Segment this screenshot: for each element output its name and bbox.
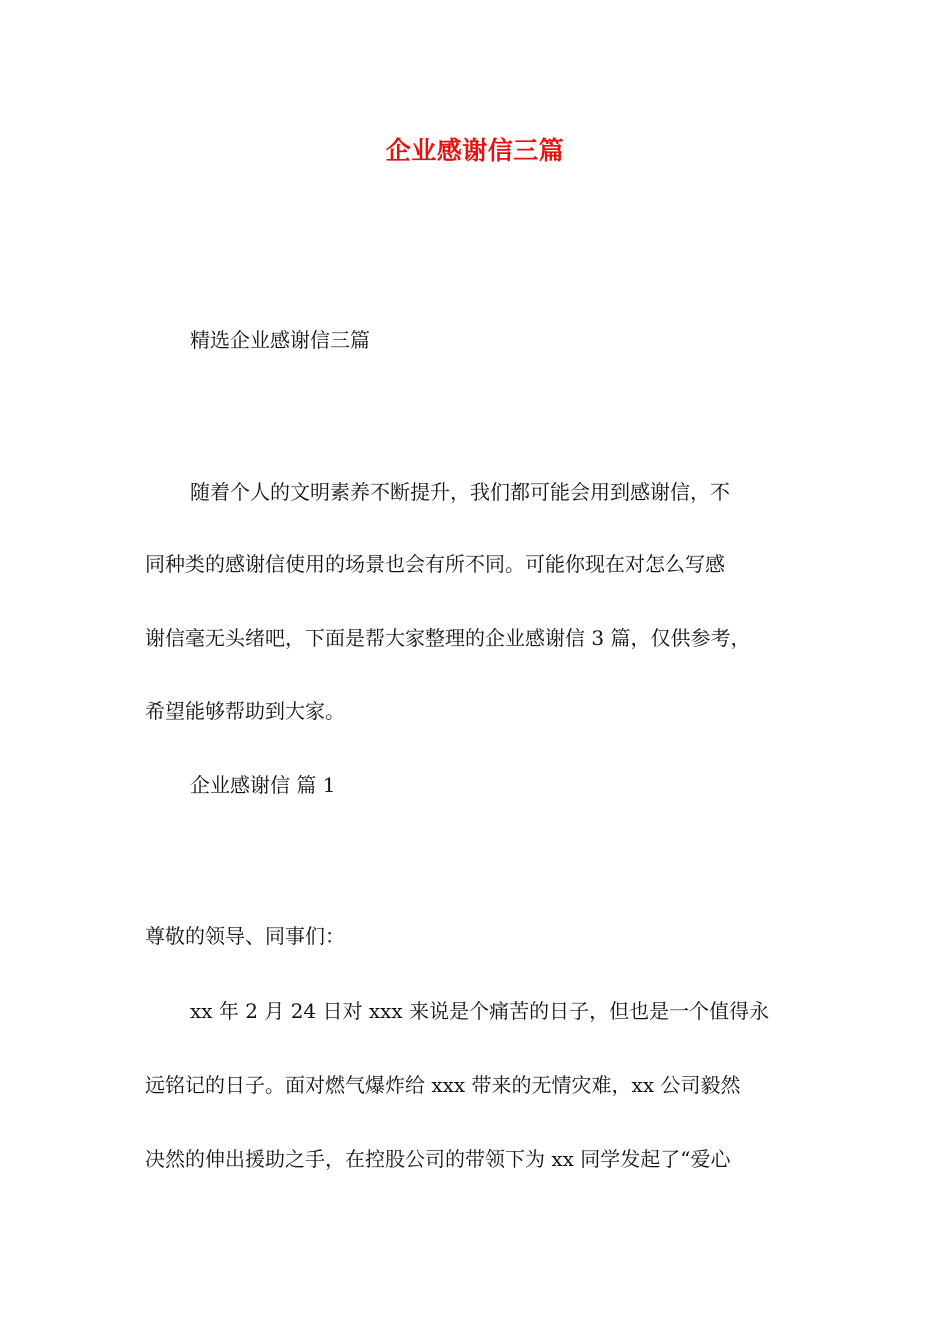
subtitle: 精选企业感谢信三篇	[190, 328, 370, 352]
intro-line-1: 随着个人的文明素养不断提升，我们都可能会用到感谢信，不	[190, 480, 730, 504]
body-line-2: 远铭记的日子。面对燃气爆炸给 xxx 带来的无情灾难，xx 公司毅然	[145, 1073, 741, 1097]
document-title: 企业感谢信三篇	[385, 136, 565, 165]
section-heading: 企业感谢信 篇 1	[190, 773, 336, 797]
intro-line-2: 同种类的感谢信使用的场景也会有所不同。可能你现在对怎么写感	[145, 552, 725, 576]
intro-line-4: 希望能够帮助到大家。	[145, 699, 345, 723]
salutation: 尊敬的领导、同事们：	[145, 924, 345, 948]
intro-line-3: 谢信毫无头绪吧，下面是帮大家整理的企业感谢信 3 篇，仅供参考，	[145, 626, 751, 650]
body-line-3: 决然的伸出援助之手，在控股公司的带领下为 xx 同学发起了“爱心	[145, 1147, 731, 1171]
body-line-1: xx 年 2 月 24 日对 xxx 来说是个痛苦的日子，但也是一个值得永	[190, 999, 770, 1023]
